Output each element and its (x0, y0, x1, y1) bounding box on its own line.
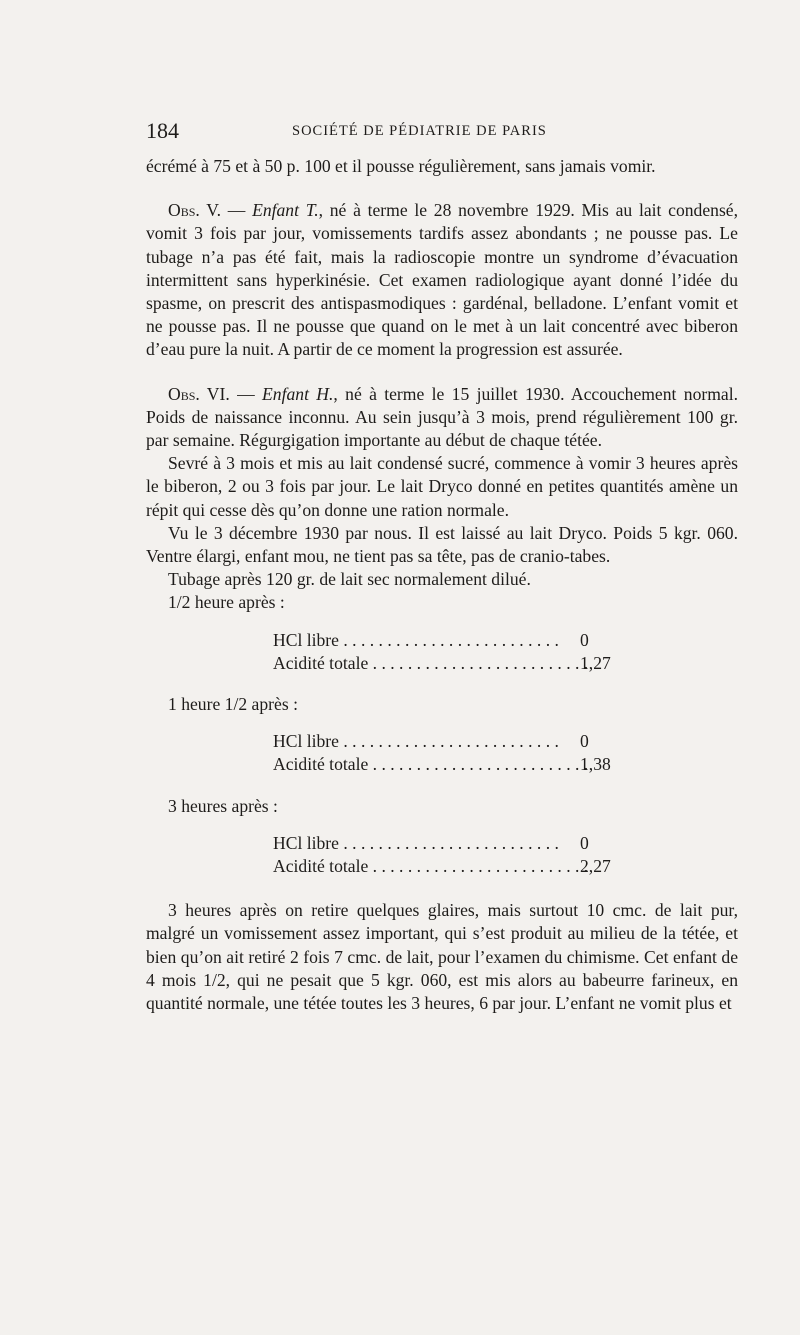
measurement-name: Acidité totale . . . (273, 855, 611, 878)
observation-text: , né à terme le 15 juillet 1930. Accouchement normal. Poids de naissance inconnu. Au sein jusqu’à 3 mois, prend régulièrement 100 gr. par semaine. Régurgigation importante au début de chaque tétée. (146, 383, 738, 451)
observation-5 (146, 199, 738, 361)
running-title: SOCIÉTÉ DE PÉDIATRIE DE PARIS (292, 123, 547, 139)
measurement-block (146, 591, 738, 675)
measurement-row (146, 832, 713, 855)
measurement-block (146, 795, 738, 879)
measurement-value: 0 (580, 629, 589, 650)
measurement-row (146, 855, 713, 878)
measurement-name: HCl libre . . . (273, 730, 611, 753)
measurement-name: Acidité totale . . . (273, 753, 611, 776)
paragraph-sevre: Sevré à 3 mois et mis au lait condensé sucré, commence à vomir 3 heures après le biberon, 2 ou 3 fois par jour. Le lait Dryco donné en petites quantités amène un répit qui cesse dès qu’on donne une ration normale. (146, 453, 738, 520)
measurement-time: 1/2 heure après : (168, 592, 285, 613)
measurement-value: 0 (580, 832, 589, 853)
dash: — (229, 383, 263, 404)
body-text (146, 155, 738, 1015)
dash: — (221, 200, 253, 221)
observation-text: , né à terme le 28 novembre 1929. Mis au lait condensé, vomit 3 fois par jour, vomissements tardifs assez abondants ; ne pousse pas. Le tubage n’a pas été fait, mais la radioscopie montre un syndrome d’évacuation intermittent sans hyperkinésie. Cet examen radiologique ayant donné l’idée du spasme, on prescrit des antispasmodiques : gardénal, belladone. L’enfant vomit et ne pousse pas. Il ne pousse que quand on le met à un lait concentré avec biberon d’eau pure la nuit. A partir de ce moment la progression est assurée. (146, 200, 738, 360)
paragraph-vu: Vu le 3 décembre 1930 par nous. Il est laissé au lait Dryco. Poids 5 kgr. 060. Ventre élargi, enfant mou, ne tient pas sa tête, pas de cranio-tabes. (146, 522, 738, 567)
measurement-block (146, 693, 738, 777)
measurement-name: HCl libre . . . (273, 629, 611, 652)
observation-label: Obs. VI. (168, 383, 230, 404)
page-header (146, 118, 590, 146)
measurement-row (146, 629, 713, 652)
measurement-row (146, 730, 713, 753)
measurement-row (146, 652, 713, 675)
paragraph-continuation: écrémé à 75 et à 50 p. 100 et il pousse régulièrement, sans jamais vomir. (146, 156, 656, 176)
measurement-value: 0 (580, 731, 589, 752)
patient-name: Enfant T. (252, 200, 319, 221)
measurement-name: HCl libre . . . (273, 832, 611, 855)
measurement-value: 1,38 (580, 754, 611, 775)
patient-name: Enfant H. (262, 383, 334, 404)
measurement-time: 1 heure 1/2 après : (168, 694, 298, 715)
observation-label: Obs. V. (168, 200, 222, 221)
paragraph-final: 3 heures après on retire quelques glaires, mais surtout 10 cmc. de lait pur, malgré un vomissement assez important, qui s’est produit au milieu de la tétée, et bien qu’on ait retiré 2 fois 7 cmc. de lait, pour l’examen du chimisme. Cet enfant de 4 mois 1/2, qui ne pesait que 5 kgr. 060, est mis alors au babeurre farineux, en quantité normale, une tétée toutes les 3 heures, 6 par jour. L’enfant ne vomit plus et (146, 900, 738, 1013)
measurement-value: 1,27 (580, 652, 611, 673)
page-number: 184 (146, 118, 179, 143)
measurement-name: Acidité totale . . . (273, 652, 611, 675)
measurement-time: 3 heures après : (168, 795, 278, 816)
measurement-value: 2,27 (580, 856, 611, 876)
paragraph-tubage: Tubage après 120 gr. de lait sec normalement dilué. (168, 569, 531, 590)
observation-6 (146, 383, 738, 453)
measurement-row (146, 753, 713, 776)
